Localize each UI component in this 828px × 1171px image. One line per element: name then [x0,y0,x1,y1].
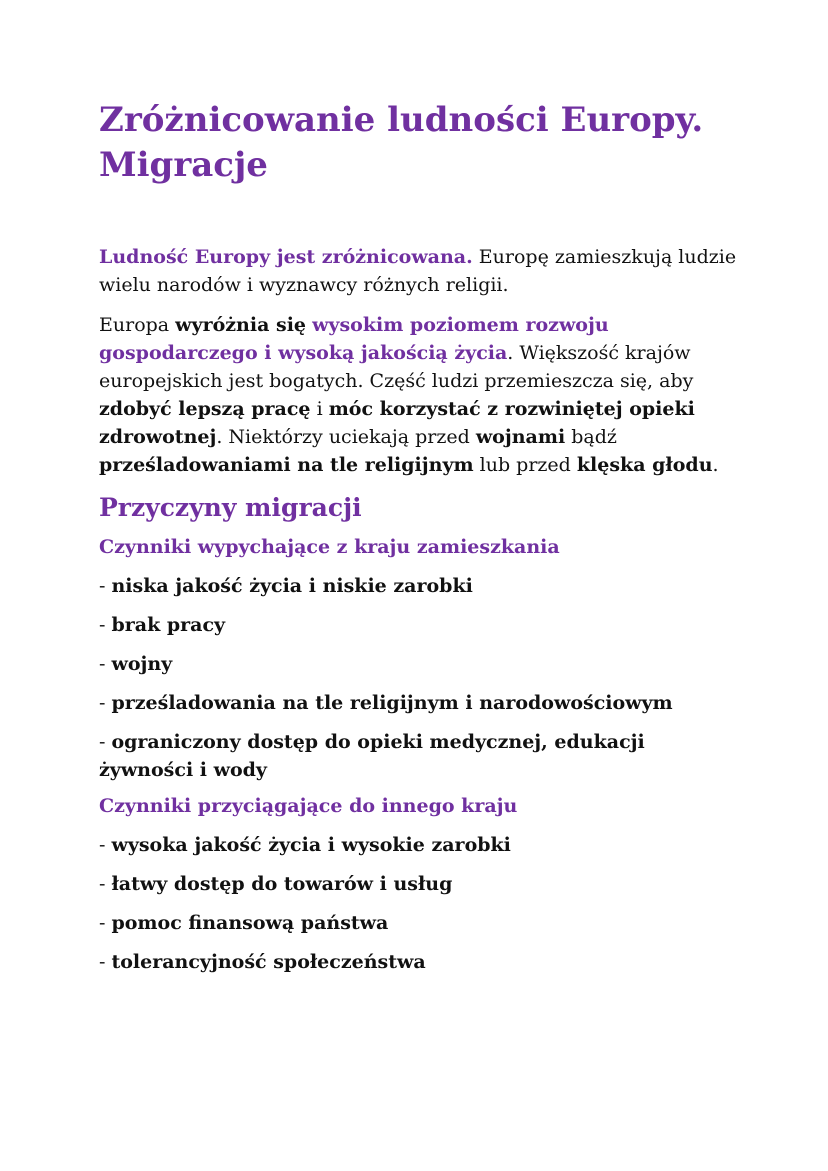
text: . [712,454,719,476]
list-item [99,728,739,784]
list-item-text: wysoka jakość życia i wysokie zarobki [111,834,511,856]
bold-text: prześladowaniami na tle religijnym [99,454,474,476]
bold-text: klęska głodu [576,454,713,476]
bullet: - [99,731,112,753]
bold-text: móc korzystać z rozwiniętej opieki zdrowotnej [99,398,695,448]
list-item [99,650,739,678]
bold-text: zdobyć lepszą pracę [99,398,311,420]
bullet: - [99,912,112,934]
list-item [99,572,739,600]
text: . Większość krajów europejskich jest bogatych. Część ludzi przemieszcza się, aby [99,342,694,392]
bold-text: wyróżnia się [175,314,307,336]
list-item-text: prześladowania na tle religijnym i narodowościowym [111,692,673,714]
highlight-text: wysokim poziomem rozwoju gospodarczego i wysoką jakością życia [99,314,609,364]
list-item [99,831,739,859]
text: lub przed [473,454,577,476]
bold-text: wojnami [475,426,566,448]
pull-factors-list [99,831,739,976]
section-heading: Przyczyny migracji [99,493,362,522]
document-page [99,98,739,976]
text: i [310,398,329,420]
intro-text: Europę zamieszkują ludzie wielu narodów i wyznawcy różnych religii. [99,246,737,296]
bullet: - [99,873,112,895]
bullet: - [99,614,112,636]
bullet: - [99,834,112,856]
list-item [99,689,739,717]
bullet: - [99,653,112,675]
text: Europa [99,314,176,336]
intro-paragraph [99,243,739,299]
intro-lead: Ludność Europy jest zróżnicowana. [99,246,473,268]
development-paragraph [99,311,739,479]
list-item-text: łatwy dostęp do towarów i usług [111,873,453,895]
list-item-text: tolerancyjność społeczeństwa [111,951,426,973]
list-item-text: brak pracy [111,614,226,636]
list-item [99,948,739,976]
bullet: - [99,692,112,714]
push-factors-heading: Czynniki wypychające z kraju zamieszkania [99,536,560,558]
text: . Niektórzy uciekają przed [216,426,476,448]
list-item-text: wojny [111,653,173,675]
list-item [99,870,739,898]
push-factors-list [99,572,739,784]
list-item [99,611,739,639]
bullet: - [99,575,112,597]
list-item-text: niska jakość życia i niskie zarobki [111,575,473,597]
pull-factors-heading: Czynniki przyciągające do innego kraju [99,795,518,817]
title-line-1: Zróżnicowanie ludności Europy. [99,100,704,140]
list-item-text: pomoc finansową państwa [111,912,389,934]
list-item-text: ograniczony dostęp do opieki medycznej, edukacji żywności i wody [99,731,645,781]
list-item [99,909,739,937]
bullet: - [99,951,112,973]
text: bądź [565,426,617,448]
title-line-2: Migracje [99,145,268,185]
page-title [99,98,739,188]
